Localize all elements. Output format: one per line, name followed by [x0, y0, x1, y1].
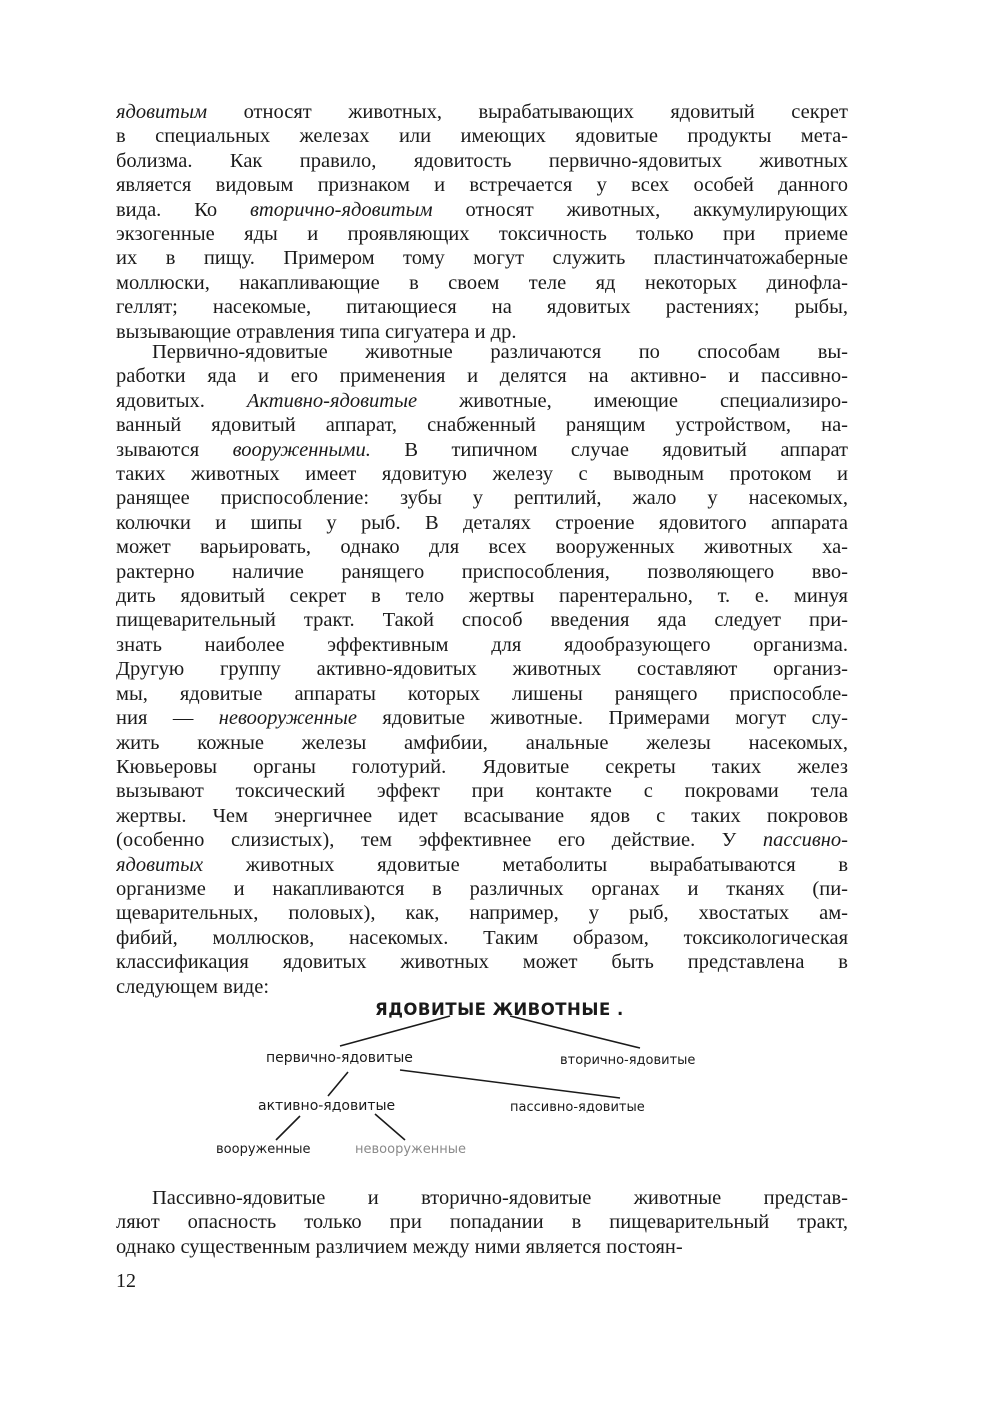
- diagram-armed-label: вооруженные: [216, 1142, 311, 1157]
- text-line: [116, 124, 848, 148]
- text-line: [116, 198, 848, 222]
- text-line: [116, 246, 848, 270]
- italic-term: невооруженные: [218, 707, 357, 730]
- text-line: [116, 438, 848, 462]
- line-text: зываются: [116, 438, 233, 461]
- line-text: пищеварительный тракт. Такой способ введения яда следует при-: [116, 609, 848, 632]
- connector-primary-passive: [400, 1070, 620, 1098]
- line-text: ядовитые животные. Примерами могут слу-: [356, 707, 848, 730]
- text-line: [116, 755, 848, 779]
- line-text: следующем виде:: [116, 975, 270, 998]
- text-line: [116, 608, 848, 632]
- line-text: относят животных, аккумулирующих: [432, 198, 848, 221]
- paragraph-1: [116, 100, 848, 344]
- line-text: знать наиболее эффективным для ядообразующего организма.: [116, 633, 848, 656]
- text-line: [116, 731, 848, 755]
- line-text: в специальных железах или имеющих ядовитые продукты мета-: [116, 125, 848, 148]
- line-text: является видовым признаком и встречается у всех особей данного: [116, 174, 848, 197]
- connector-root-primary: [340, 1016, 450, 1046]
- text-line: [116, 877, 848, 901]
- italic-term: Активно-ядовитые: [246, 389, 418, 412]
- text-line: [116, 222, 848, 246]
- italic-term: вооруженными.: [232, 438, 371, 461]
- text-line: [116, 633, 848, 657]
- line-text: относят животных, вырабатывающих ядовитый секрет: [207, 101, 848, 123]
- diagram-secondary-label: вторично-ядовитые: [560, 1053, 696, 1068]
- text-line: [116, 295, 848, 319]
- line-text: щеварительных, половых), как, например, у рыб, хвостатых ам-: [116, 902, 848, 925]
- line-text: экзогенные яды и проявляющих токсичность только при приеме: [116, 223, 848, 246]
- page-number: 12: [116, 1270, 136, 1292]
- line-text: вида. Ко: [116, 198, 251, 221]
- line-text: классификация ядовитых животных может быть представлена в: [116, 951, 848, 974]
- text-line: [116, 511, 848, 535]
- line-text: однако существенным различием между ними является постоян-: [116, 1235, 683, 1258]
- italic-term: ядовитых: [116, 853, 204, 876]
- text-line: [116, 1186, 848, 1210]
- diagram-root-label: ЯДОВИТЫЕ ЖИВОТНЫЕ .: [375, 1000, 624, 1019]
- line-text: дить ядовитый секрет в тело жертвы парентерально, т. е. минуя: [116, 585, 848, 608]
- line-text: вызывающие отравления типа сигуатера и др.: [116, 320, 517, 343]
- line-text: их в пищу. Примером тому могут служить пластинчатожаберные: [116, 247, 848, 270]
- text-line: [116, 560, 848, 584]
- line-text: болизма. Как правило, ядовитость первично-ядовитых животных: [116, 149, 848, 172]
- text-line: [116, 828, 848, 852]
- diagram-passive-label: пассивно-ядовитые: [510, 1100, 645, 1115]
- text-line: [116, 779, 848, 803]
- connector-primary-active: [328, 1072, 348, 1096]
- text-line: [116, 149, 848, 173]
- line-text: Пассивно-ядовитые и вторично-ядовитые животные представ-: [152, 1187, 848, 1209]
- text-line: [116, 389, 848, 413]
- text-line: [116, 804, 848, 828]
- line-text: (особенно слизистых), тем эффективнее его действие. У: [116, 829, 763, 852]
- line-text: ядовитых.: [116, 389, 247, 412]
- line-text: животные, имеющие специализиро-: [417, 389, 848, 412]
- text-line: [116, 1235, 848, 1259]
- text-line: [116, 462, 848, 486]
- line-text: Первично-ядовитые животные различаются по способам вы-: [152, 341, 848, 363]
- connector-active-armed: [276, 1116, 300, 1140]
- line-text: жертвы. Чем энергичнее идет всасывание ядов с таких покровов: [116, 804, 848, 827]
- italic-term: пассивно-: [762, 829, 848, 852]
- italic-term: ядовитым: [116, 101, 208, 123]
- text-line: [116, 853, 848, 877]
- connector-root-secondary: [510, 1016, 640, 1048]
- text-line: [116, 682, 848, 706]
- line-text: геллят; насекомые, питающиеся на ядовитых растениях; рыбы,: [116, 296, 848, 319]
- text-line: [116, 901, 848, 925]
- diagram-unarmed-label: невооруженные: [355, 1142, 466, 1157]
- line-text: ляют опасность только при попадании в пищеварительный тракт,: [116, 1211, 848, 1234]
- line-text: мы, ядовитые аппараты которых лишены ранящего приспособле-: [116, 682, 848, 705]
- line-text: Кювьеровы органы голотурий. Ядовитые секреты таких желез: [116, 755, 848, 778]
- text-line: [116, 340, 848, 364]
- line-text: колючки и шипы у рыб. В деталях строение ядовитого аппарата: [116, 511, 848, 534]
- paragraph-3: [116, 1186, 848, 1259]
- text-line: [116, 926, 848, 950]
- line-text: животных ядовитые метаболиты вырабатываются в: [203, 853, 848, 876]
- line-text: моллюски, накапливающие в своем теле яд некоторых динофла-: [116, 271, 848, 294]
- diagram-primary-label: первично-ядовитые: [266, 1050, 413, 1066]
- line-text: ванный ядовитый аппарат, снабженный ранящим устройством, на-: [116, 414, 848, 437]
- text-line: [116, 100, 848, 124]
- text-line: [116, 364, 848, 388]
- text-line: [116, 657, 848, 681]
- text-line: [116, 1210, 848, 1234]
- line-text: фибий, моллюсков, насекомых. Таким образом, токсикологическая: [116, 926, 848, 949]
- line-text: таких животных имеет ядовитую железу с выводным протоком и: [116, 463, 848, 486]
- text-line: [116, 173, 848, 197]
- text-line: [116, 950, 848, 974]
- italic-term: вторично-ядовитым: [250, 198, 433, 221]
- diagram-active-label: активно-ядовитые: [258, 1098, 396, 1114]
- line-text: Другую группу активно-ядовитых животных составляют организ-: [116, 658, 848, 681]
- text-line: [116, 706, 848, 730]
- text-line: [116, 584, 848, 608]
- connector-active-unarmed: [375, 1114, 405, 1140]
- text-line: [116, 413, 848, 437]
- classification-diagram: [200, 990, 760, 1170]
- line-text: может варьировать, однако для всех вооруженных животных ха-: [116, 536, 848, 559]
- text-line: [116, 271, 848, 295]
- text-line: [116, 486, 848, 510]
- line-text: организме и накапливаются в различных органах и тканях (пи-: [116, 877, 848, 900]
- line-text: ния —: [116, 707, 219, 730]
- line-text: рактерно наличие ранящего приспособления, позволяющего вво-: [116, 560, 848, 583]
- line-text: жить кожные железы амфибии, анальные железы насекомых,: [116, 731, 848, 754]
- line-text: В типичном случае ядовитый аппарат: [370, 438, 848, 461]
- line-text: ранящее приспособление: зубы у рептилий, жало у насекомых,: [116, 487, 848, 510]
- text-line: [116, 535, 848, 559]
- line-text: работки яда и его применения и делятся на активно- и пассивно-: [116, 365, 848, 388]
- line-text: вызывают токсический эффект при контакте с покровами тела: [116, 780, 848, 803]
- paragraph-2: [116, 340, 848, 999]
